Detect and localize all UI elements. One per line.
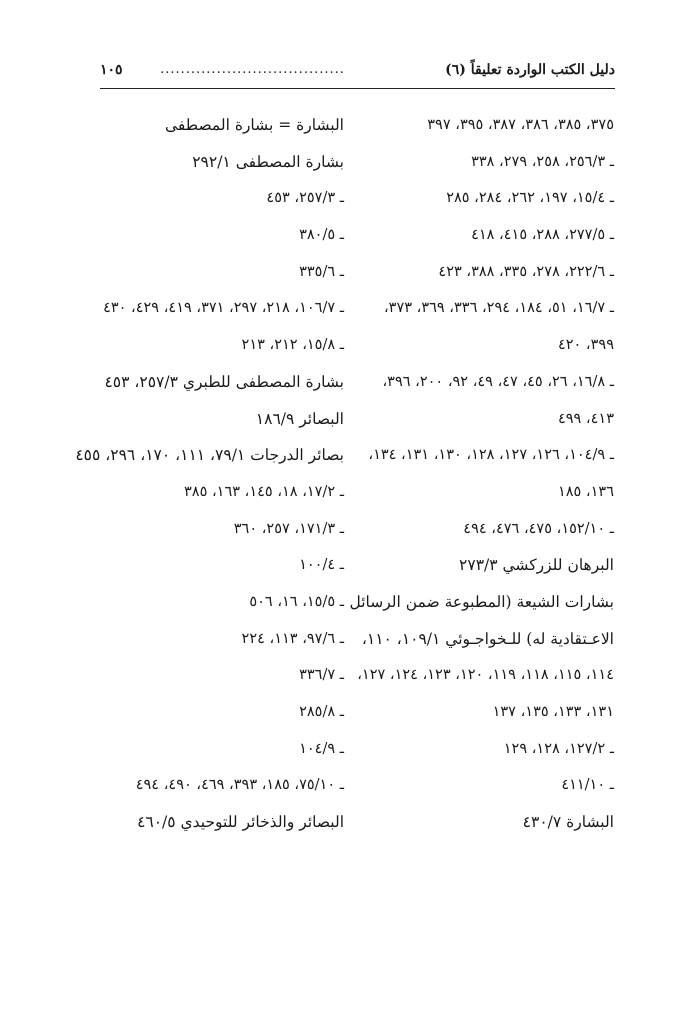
index-entry-heading: البرهان للزركشي ٢٧٣/٣ [459, 556, 614, 575]
index-line: ١١٤، ١١٥، ١١٨، ١١٩، ١٢٠، ١٢٣، ١٢٤، ١٢٧، [357, 667, 614, 684]
index-entry-heading: بشارة المصطفى ٢٩٢/١ [192, 152, 344, 171]
index-line: ـ ٢٥٦/٣، ٢٥٨، ٢٧٩، ٣٣٨ [471, 153, 614, 170]
index-line: ـ ٣٣٦/٧ [299, 667, 344, 684]
index-line: ـ ١٢٧/٢، ١٢٨، ١٢٩ [503, 740, 614, 757]
index-entry-heading: بشارات الشيعة (المطبوعة ضمن الرسائل [349, 592, 614, 611]
index-line: ـ ٢٢٢/٦، ٢٧٨، ٣٣٥، ٣٨٨، ٤٢٣ [438, 263, 614, 280]
index-line: ـ ٧٥/١٠، ١٨٥، ٣٩٣، ٤٦٩، ٤٩٠، ٤٩٤ [135, 777, 344, 794]
index-line: ـ ٢٨٥/٨ [299, 704, 344, 720]
index-line: ـ ٤١١/١٠ [561, 777, 614, 794]
index-entry-heading: البشارة = بشارة المصطفى [164, 116, 344, 134]
index-entry-heading: البصائر والذخائر للتوحيدي ٤٦٠/٥ [137, 813, 344, 832]
index-line: ـ ١٦/٧، ٥١، ١٨٤، ٢٩٤، ٣٣٦، ٣٦٩، ٣٧٣، [383, 300, 614, 317]
index-entry-heading: البشارة ٤٣٠/٧ [522, 813, 614, 832]
index-line: ـ ٩٧/٦، ١١٣، ٢٢٤ [241, 630, 344, 647]
index-line: ـ ٢٧٧/٥، ٢٨٨، ٤١٥، ٤١٨ [471, 227, 614, 244]
index-line: ـ ٣٨٠/٥ [299, 227, 344, 244]
index-line: ـ ١٥٢/١٠، ٤٧٥، ٤٧٦، ٤٩٤ [463, 520, 614, 537]
running-header-title: دليل الكتب الواردة تعليقاً (٦) [445, 62, 615, 78]
index-line: ـ ١٥/٤، ١٩٧، ٢٦٢، ٢٨٤، ٢٨٥ [446, 190, 614, 207]
index-line: ـ ١٧١/٣، ٢٥٧، ٣٦٠ [233, 520, 344, 537]
index-line: ـ ١٠٤/٩ [299, 740, 344, 757]
index-line: ـ ٣٣٥/٦ [299, 263, 344, 280]
index-entry-heading: بشارة المصطفى للطبري ٢٥٧/٣، ٤٥٣ [104, 372, 344, 391]
index-line: ـ ١٦/٨، ٢٦، ٤٥، ٤٧، ٤٩، ٩٢، ٢٠٠، ٣٩٦، [382, 373, 614, 390]
index-entry-heading: البصائر ١٨٦/٩ [255, 409, 344, 428]
index-line: ـ ١٥/٨، ٢١٢، ٢١٣ [241, 337, 344, 354]
index-column-left [75, 110, 344, 844]
index-line: ٤١٣، ٤٩٩ [557, 410, 614, 427]
index-line: ١٣٦، ١٨٥ [557, 483, 614, 500]
index-line: ـ ١٥/٥، ١٦، ٥٠٦ [249, 593, 344, 610]
running-header [100, 58, 615, 89]
index-column-right [349, 110, 614, 844]
index-line: ٣٩٩، ٤٢٠ [557, 337, 614, 354]
index-entry-heading: الاعـتقادية له) للـخواجـوئي ١٠٩/١، ١١٠، [361, 629, 614, 648]
index-line: ـ ١٠٤/٩، ١٢٦، ١٢٧، ١٢٨، ١٣٠، ١٣١، ١٣٤، [368, 447, 614, 464]
index-entry-heading: بصائر الدرجات ٧٩/١، ١١١، ١٧٠، ٢٩٦، ٤٥٥ [75, 446, 344, 465]
index-line: ـ ١٧/٢، ١٨، ١٤٥، ١٦٣، ٣٨٥ [184, 483, 344, 500]
page-number: ١٠٥ [100, 62, 123, 78]
index-line: ـ ١٠٠/٤ [299, 557, 344, 574]
index-line: ١٣١، ١٣٣، ١٣٥، ١٣٧ [492, 704, 614, 720]
index-line: ٣٧٥، ٣٨٥، ٣٨٦، ٣٨٧، ٣٩٥، ٣٩٧ [427, 117, 614, 133]
index-line: ـ ٢٥٧/٣، ٤٥٣ [266, 190, 344, 207]
index-line: ـ ١٠٦/٧، ٢١٨، ٢٩٧، ٣٧١، ٤١٩، ٤٢٩، ٤٣٠ [103, 300, 344, 317]
leader-dots: .................................... [160, 62, 345, 77]
